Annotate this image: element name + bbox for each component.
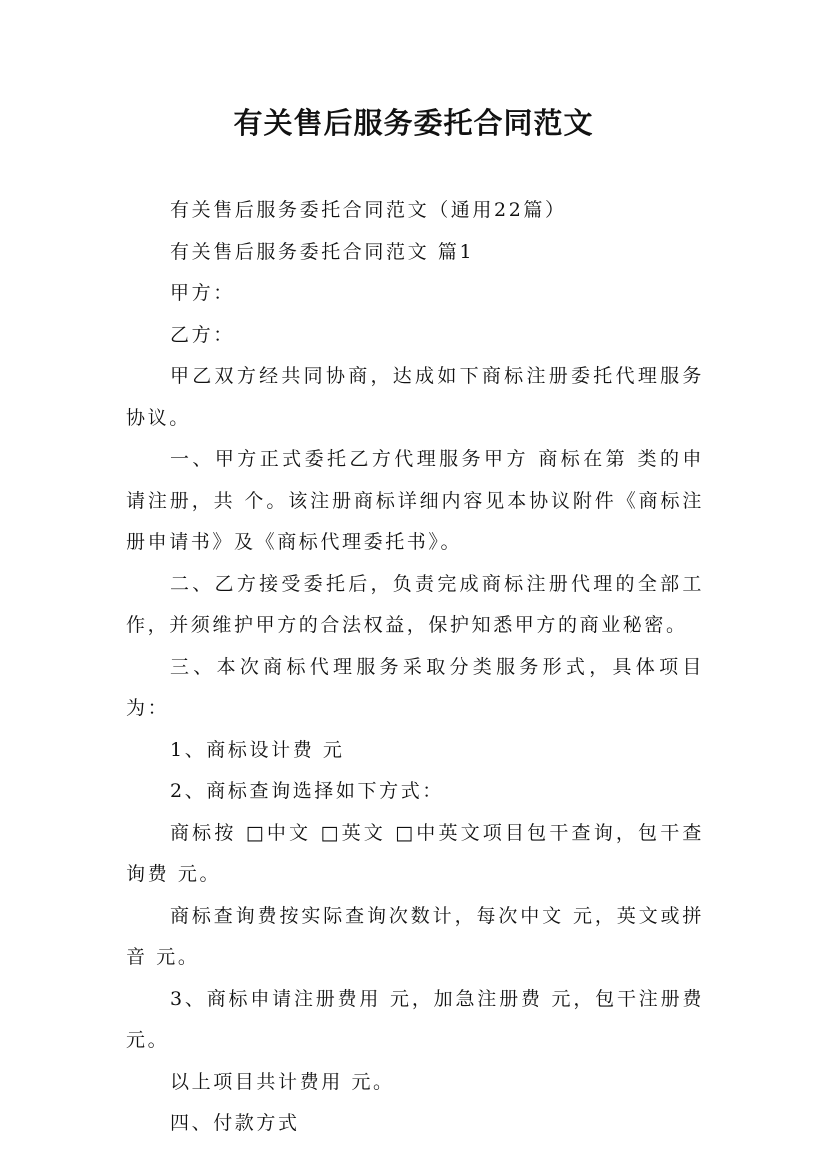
paragraph-total: 以上项目共计费用 元。 xyxy=(170,1070,395,1093)
paragraph-agreement-intro: 甲乙双方经共同协商，达成如下商标注册委托代理服务协议。 xyxy=(126,365,704,429)
paragraph-item-3: 3、商标申请注册费用 元，加急注册费 元，包干注册费 元。 xyxy=(126,987,704,1051)
paragraph-party-b: 乙方： xyxy=(170,323,235,346)
paragraph-clause-1: 一、甲方正式委托乙方代理服务甲方 商标在第 类的申请注册，共 个。该注册商标详细内容见本协议附件《商标注册申请书》及《商标代理委托书》。 xyxy=(126,448,704,553)
paragraph-clause-4: 四、付款方式 xyxy=(170,1112,300,1134)
paragraph-item-1: 1、商标设计费 元 xyxy=(170,738,345,761)
paragraph-item-2: 2、商标查询选择如下方式： xyxy=(170,780,444,802)
paragraph-search-fee: 商标查询费按实际查询次数计，每次中文 元，英文或拼音 元。 xyxy=(126,904,704,968)
document-body xyxy=(126,190,704,1145)
paragraph-party-a: 甲方： xyxy=(170,282,235,304)
paragraph-clause-3: 三、本次商标代理服务采取分类服务形式，具体项目为： xyxy=(126,655,704,719)
paragraph-clause-2: 二、乙方接受委托后，负责完成商标注册代理的全部工作，并须维护甲方的合法权益，保护知悉甲方的商业秘密。 xyxy=(126,572,704,636)
paragraph-subtitle: 有关售后服务委托合同范文（通用22篇） xyxy=(170,199,567,221)
document-title: 有关售后服务委托合同范文 xyxy=(233,106,594,140)
paragraph-section-heading: 有关售后服务委托合同范文 篇1 xyxy=(170,240,475,263)
paragraph-search-options: 商标按 □中文 □英文 □中英文项目包干查询，包干查询费 元。 xyxy=(126,821,704,885)
